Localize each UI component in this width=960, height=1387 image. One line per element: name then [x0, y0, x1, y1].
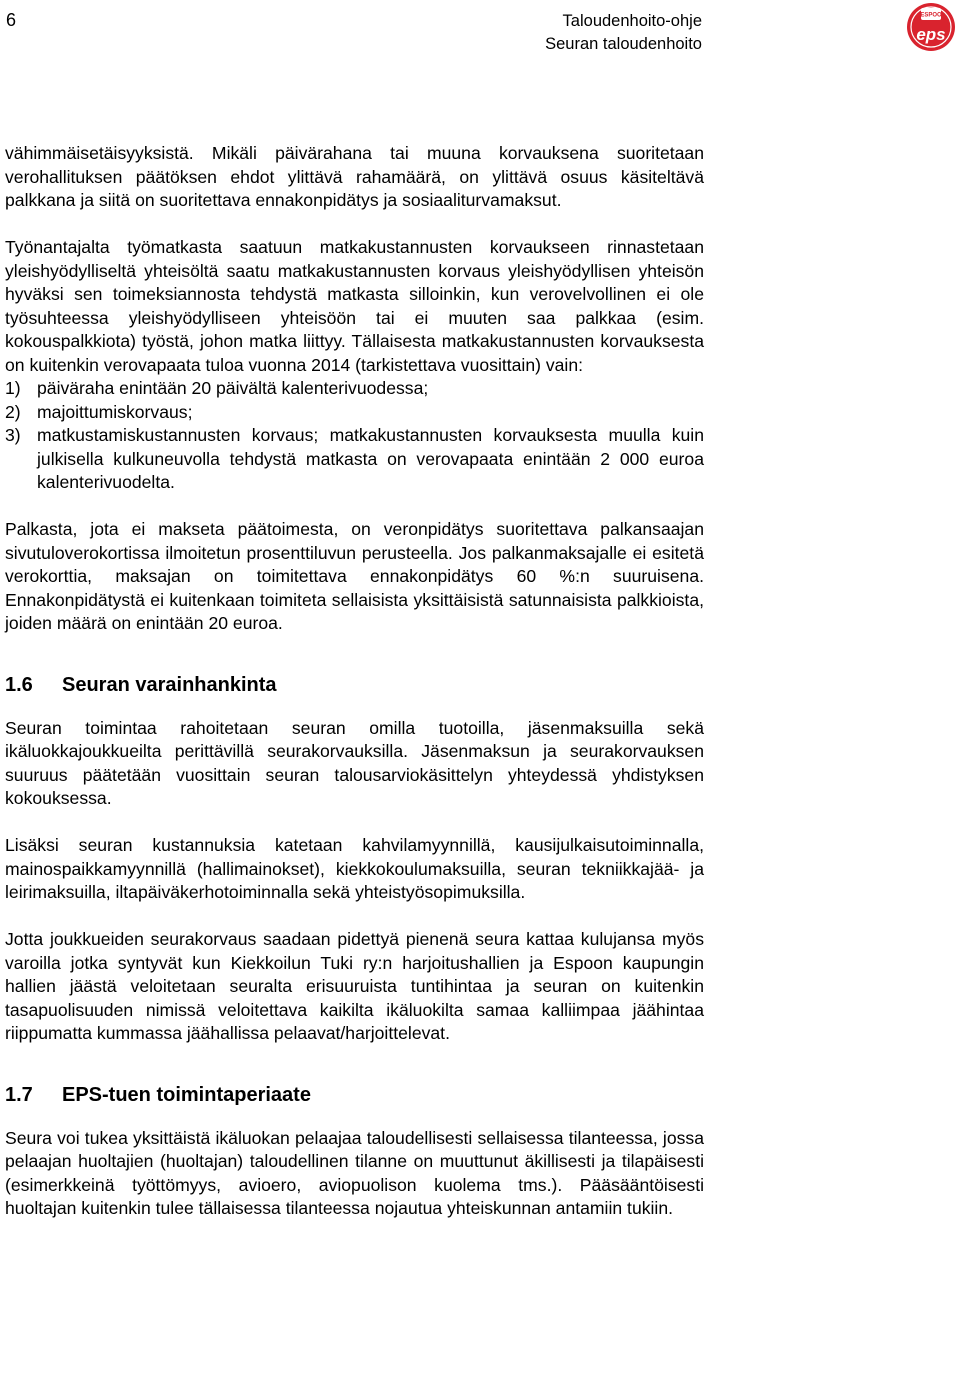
- list-text: päiväraha enintään 20 päivältä kalenterivuodessa;: [37, 378, 429, 398]
- section-title: Seuran varainhankinta: [62, 673, 277, 696]
- header-title: Taloudenhoito-ohje: [562, 12, 702, 30]
- paragraph-with-list: [5, 236, 704, 495]
- page-number: 6: [6, 10, 17, 30]
- paragraph: Lisäksi seuran kustannuksia katetaan kahvilamyynnillä, kausijulkaisutoiminnalla, mainospaikkamyynnillä (hallimainokset), kiekkokoulumaksuilla, seuran tekniikkajää- ja leirimaksuilla, iltapäiväkerhotoiminnalla sekä yhteistyösopimuksilla.: [5, 835, 704, 902]
- section-heading: [5, 1083, 704, 1107]
- list-text: matkustamiskustannusten korvaus; matkakustannusten korvauksesta muulla kuin julkisella kulkuneuvolla tehdystä matkasta on verovapaata enintään 2 000 euroa kalenterivuodelta.: [37, 425, 704, 492]
- paragraph: Seura voi tukea yksittäistä ikäluokan pelaajaa taloudellisesti sellaisessa tilanteessa, jossa pelaajan huoltajien (huoltajan) taloudellinen tilanne on muuttunut äkillisesti ja tilapäisesti (esimerkkeinä työttömyys, avioero, aviopuolison kuolema tms.). Pääsääntöisesti huoltajan kuitenkin tulee tällaisessa tilanteessa nojautua yhteiskunnan antamiin tukiin.: [5, 1127, 704, 1218]
- eps-logo: [906, 2, 956, 52]
- svg-text:ESPOO: ESPOO: [920, 12, 942, 19]
- list-marker: 1): [5, 378, 21, 398]
- running-header: [545, 10, 702, 56]
- paragraph: Seuran toimintaa rahoitetaan seuran omilla tuotoilla, jäsenmaksuilla sekä ikäluokkajoukkueilta perittävillä seurakorvauksilla. Jäsenmaksun ja seurakorvauksen suuruus päätetään vuosittain seuran talousarviokäsittelyn yhteydessä yhdistyksen kokouksessa.: [5, 717, 704, 808]
- section-number: 1.6: [5, 673, 33, 696]
- list-item: [5, 424, 704, 495]
- section-heading: [5, 673, 704, 697]
- paragraph: Työnantajalta työmatkasta saatuun matkakustannusten korvaukseen rinnastetaan yleishyödylliseltä yhteisöltä saatu matkakustannusten korvaus yleishyödyllisen yhteisön hyväksi sen toimeksiannosta tehdystä matkasta silloinkin, kun verovelvollinen ei ole työsuhteessa yleishyödylliseen yhteisöön tai ei muuten saa palkkaa (esim. kokouspalkkiota) työstä, johon matka liittyy. Tällaisesta matkakustannusten korvauksesta on kuitenkin verovapaata tuloa vuonna 2014 (tarkistettava vuosittain) vain:: [5, 237, 704, 375]
- paragraph: Jotta joukkueiden seurakorvaus saadaan pidettyä pienenä seura kattaa kulujansa myös varoilla jotka syntyvät kun Kiekkoilun Tuki ry:n harjoitushallien ja Espoon kaupungin hallien jäästä veloitetaan seuralta erisuuruista tuntihintaa ja seuran on kuitenkin tasapuolisuuden nimissä veloitettava kaikilta ikäluokilta samaa kalliimpaa jäähintaa riippumatta kummassa jäähallissa pelaavat/harjoittelevat.: [5, 929, 704, 1043]
- list-item: [5, 401, 704, 425]
- svg-text:eps: eps: [916, 25, 946, 44]
- list-item: [5, 377, 704, 401]
- list-text: majoittumiskorvaus;: [37, 401, 193, 422]
- paragraph: Palkasta, jota ei makseta päätoimesta, on veronpidätys suoritettava palkansaajan sivutuloverokortissa ilmoitetun prosenttiluvun perusteella. Jos palkanmaksajalle ei esitetä verokorttia, maksajan on toimitettava ennakonpidätys 60 %:n suuruisena. Ennakonpidätystä ei kuitenkaan toimiteta sellaisista yksittäisistä satunnaisista palkkioista, joiden määrä on enintään 20 euroa.: [5, 519, 704, 633]
- header-subtitle: Seuran taloudenhoito: [545, 35, 702, 53]
- list-marker: 2): [5, 401, 21, 422]
- section-number: 1.7: [5, 1083, 33, 1106]
- document-body: [5, 142, 704, 1244]
- paragraph: vähimmäisetäisyyksistä. Mikäli päivärahana tai muuna korvauksena suoritetaan verohallituksen päätöksen ehdot ylittävä rahamäärä, on ylittävä osuus käsiteltävä palkkana ja siitä on suoritettava ennakonpidätys ja sosiaaliturvamaksut.: [5, 143, 704, 210]
- section-title: EPS-tuen toimintaperiaate: [62, 1083, 311, 1106]
- list-marker: 3): [5, 425, 21, 445]
